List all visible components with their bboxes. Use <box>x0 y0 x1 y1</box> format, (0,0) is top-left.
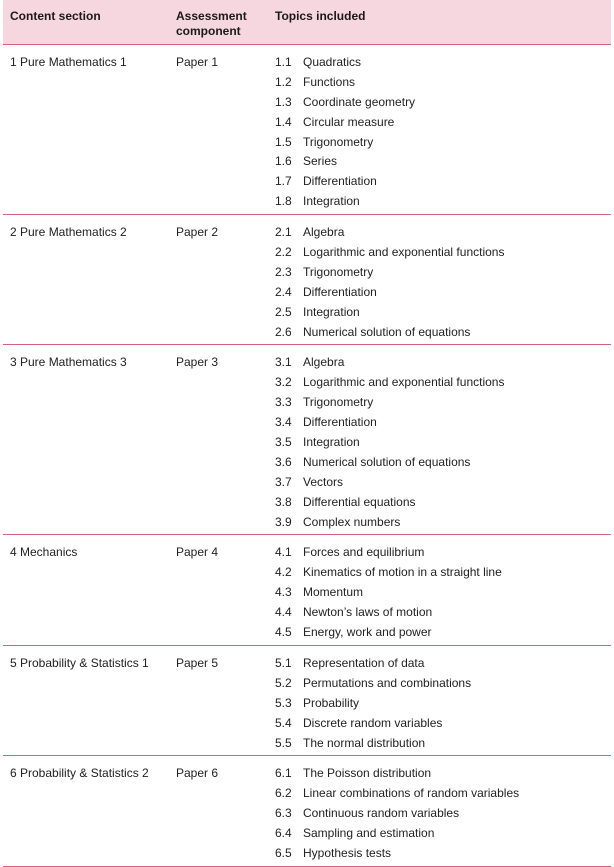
topics-list <box>275 225 611 344</box>
topics-list <box>275 355 611 534</box>
topic-number: 1.1 <box>275 55 292 69</box>
topic-item <box>275 475 611 495</box>
topic-item <box>275 305 611 325</box>
topic-item <box>275 245 611 265</box>
topic-item <box>275 455 611 475</box>
topic-number: 3.4 <box>275 415 292 430</box>
topic-item <box>275 696 611 716</box>
topic-number: 3.8 <box>275 494 292 509</box>
topic-title: Algebra <box>303 225 345 240</box>
table-row <box>3 756 611 866</box>
topic-title: Algebra <box>303 355 345 370</box>
table-header-row <box>3 0 611 45</box>
topic-number: 6.3 <box>275 806 292 821</box>
table-row <box>3 45 611 215</box>
topic-title: Forces and equilibrium <box>303 545 425 560</box>
topic-title: Complex numbers <box>303 514 401 529</box>
assessment-component-cell: Paper 6 <box>176 766 219 781</box>
syllabus-table <box>3 0 611 867</box>
topic-item <box>275 395 611 415</box>
topic-item <box>275 154 611 174</box>
topic-item <box>275 716 611 736</box>
topic-title: Series <box>303 154 338 169</box>
topic-item <box>275 605 611 625</box>
topic-number: 2.6 <box>275 324 292 339</box>
topic-item <box>275 174 611 194</box>
assessment-component-cell: Paper 3 <box>176 355 219 370</box>
topic-number: 5.5 <box>275 735 292 750</box>
topic-title: Circular measure <box>303 114 395 129</box>
topic-title: Representation of data <box>303 655 425 670</box>
topic-title: Differentiation <box>303 284 377 299</box>
topic-item <box>275 325 611 345</box>
topics-list <box>275 55 611 214</box>
content-section-cell: 3 Pure Mathematics 3 <box>10 355 127 370</box>
topic-title: The normal distribution <box>303 735 426 750</box>
topic-number: 1.3 <box>275 94 292 109</box>
topic-number: 4.4 <box>275 605 292 620</box>
topic-item <box>275 435 611 455</box>
topic-number: 3.5 <box>275 435 292 450</box>
topic-item <box>275 375 611 395</box>
topic-item <box>275 786 611 806</box>
topic-title: Trigonometry <box>303 395 374 410</box>
topic-number: 2.2 <box>275 245 292 260</box>
topic-item <box>275 656 611 676</box>
topic-item <box>275 225 611 245</box>
topic-item <box>275 545 611 565</box>
topic-number: 5.2 <box>275 675 292 690</box>
topic-title: Integration <box>303 194 360 209</box>
topic-item <box>275 846 611 866</box>
topic-title: Kinematics of motion in a straight line <box>303 565 502 580</box>
topic-title: Continuous random variables <box>303 806 460 821</box>
topic-title: Differentiation <box>303 415 377 430</box>
topic-number: 5.1 <box>275 655 292 670</box>
topic-number: 2.1 <box>275 225 292 240</box>
topic-number: 2.3 <box>275 264 292 279</box>
topic-number: 3.6 <box>275 454 292 469</box>
topic-item <box>275 766 611 786</box>
topic-number: 1.5 <box>275 134 292 149</box>
content-section-cell: 6 Probability & Statistics 2 <box>10 766 149 781</box>
assessment-component-cell: Paper 1 <box>176 55 219 69</box>
topic-item <box>275 585 611 605</box>
topic-item <box>275 625 611 645</box>
topic-number: 3.9 <box>275 514 292 529</box>
content-section-cell: 4 Mechanics <box>10 545 78 560</box>
topic-number: 3.2 <box>275 375 292 390</box>
topic-number: 6.1 <box>275 766 292 781</box>
topic-item <box>275 736 611 756</box>
topic-title: Integration <box>303 304 360 319</box>
topic-title: Vectors <box>303 474 344 489</box>
topic-number: 1.6 <box>275 154 292 169</box>
table-row <box>3 535 611 645</box>
topic-title: Coordinate geometry <box>303 94 416 109</box>
topic-title: Momentum <box>303 585 364 600</box>
topic-number: 4.1 <box>275 545 292 560</box>
topic-title: Trigonometry <box>303 264 374 279</box>
topic-item <box>275 806 611 826</box>
topic-title: Differential equations <box>303 494 416 509</box>
content-section-cell: 1 Pure Mathematics 1 <box>10 55 127 69</box>
topic-item <box>275 285 611 305</box>
topic-title: Quadratics <box>303 55 362 69</box>
assessment-component-cell: Paper 5 <box>176 655 219 670</box>
topic-item <box>275 415 611 435</box>
topic-number: 4.2 <box>275 565 292 580</box>
topic-item <box>275 676 611 696</box>
topic-item <box>275 55 611 75</box>
topic-number: 1.7 <box>275 174 292 189</box>
topic-number: 3.7 <box>275 474 292 489</box>
topic-title: Newton’s laws of motion <box>303 605 433 620</box>
topic-number: 1.8 <box>275 194 292 209</box>
topic-item <box>275 355 611 375</box>
topic-item <box>275 194 611 214</box>
topic-item <box>275 75 611 95</box>
topic-item <box>275 495 611 515</box>
topic-title: Logarithmic and exponential functions <box>303 245 505 260</box>
topic-number: 4.5 <box>275 625 292 640</box>
topic-item <box>275 95 611 115</box>
table-row <box>3 215 611 345</box>
topic-item <box>275 115 611 135</box>
header-topics-included: Topics included <box>275 9 366 23</box>
header-content-section: Content section <box>10 9 101 23</box>
topic-number: 2.4 <box>275 284 292 299</box>
topic-number: 6.4 <box>275 826 292 841</box>
table-body <box>3 45 611 867</box>
topic-number: 1.4 <box>275 114 292 129</box>
topic-title: Permutations and combinations <box>303 675 472 690</box>
topic-number: 6.5 <box>275 845 292 860</box>
table-row <box>3 345 611 535</box>
topic-item <box>275 826 611 846</box>
content-section-cell: 2 Pure Mathematics 2 <box>10 225 127 240</box>
topic-title: Logarithmic and exponential functions <box>303 375 505 390</box>
topic-title: Trigonometry <box>303 134 374 149</box>
topic-number: 6.2 <box>275 786 292 801</box>
topic-number: 4.3 <box>275 585 292 600</box>
topic-number: 2.5 <box>275 304 292 319</box>
topic-title: Energy, work and power <box>303 625 432 640</box>
table-row <box>3 646 611 756</box>
topic-number: 3.1 <box>275 355 292 370</box>
topic-title: Hypothesis tests <box>303 845 392 860</box>
topic-title: Numerical solution of equations <box>303 454 471 469</box>
assessment-component-cell: Paper 4 <box>176 545 219 560</box>
topic-number: 5.4 <box>275 715 292 730</box>
topic-number: 5.3 <box>275 695 292 710</box>
topic-title: Integration <box>303 435 360 450</box>
topic-item <box>275 515 611 535</box>
topic-item <box>275 565 611 585</box>
topic-title: Numerical solution of equations <box>303 324 471 339</box>
topic-number: 3.3 <box>275 395 292 410</box>
assessment-component-cell: Paper 2 <box>176 225 219 240</box>
topic-number: 1.2 <box>275 74 292 89</box>
topic-title: Functions <box>303 74 356 89</box>
topic-item <box>275 265 611 285</box>
header-assessment-component: Assessment component <box>176 9 247 38</box>
topic-item <box>275 135 611 155</box>
topic-title: The Poisson distribution <box>303 766 432 781</box>
topic-title: Discrete random variables <box>303 715 443 730</box>
content-section-cell: 5 Probability & Statistics 1 <box>10 655 149 670</box>
topic-title: Sampling and estimation <box>303 826 435 841</box>
topic-title: Linear combinations of random variables <box>303 786 520 801</box>
topics-list <box>275 656 611 755</box>
topics-list <box>275 545 611 644</box>
topics-list <box>275 766 611 865</box>
topic-title: Differentiation <box>303 174 377 189</box>
topic-title: Probability <box>303 695 360 710</box>
